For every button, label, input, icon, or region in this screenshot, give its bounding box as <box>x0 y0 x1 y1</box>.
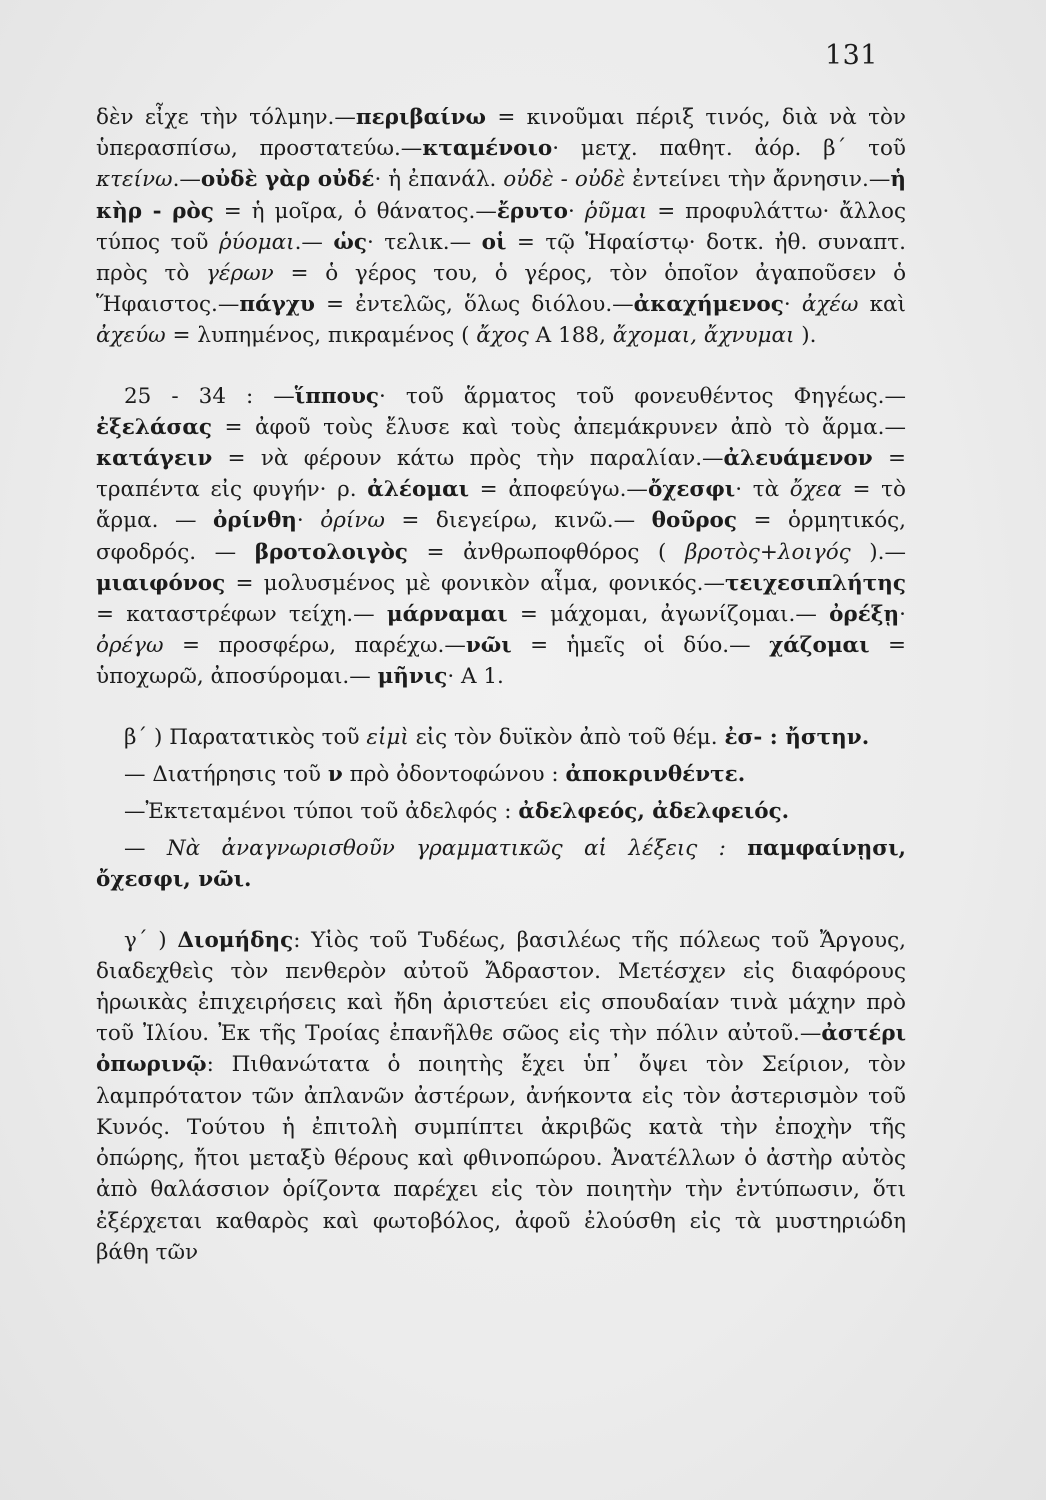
bold-term: ἐσ- : ἤστην. <box>724 724 870 750</box>
italic-term: ὄχεα <box>789 477 842 503</box>
italic-term: ἄχομαι, ἄχνυμαι <box>612 323 795 349</box>
page-number: 131 <box>824 40 878 71</box>
text-run: γ΄ ) <box>124 927 178 953</box>
text-run: : Υἱὸς τοῦ Τυδέως, βασιλέως τῆς πόλεως τοῦ Ἄργους, διαδεχθεὶς τὸν πενθερὸν αὐτοῦ Ἄδραστον. Μετέσχεν εἰς διαφόρους ἡρωικὰς ἐπιχειρήσεις καὶ ἤδη ἀριστεύει εἰς σπουδαίαν τινὰ μάχην πρὸ τοῦ Ἰλίου. Ἐκ τῆς Τροίας ἐπανῆλθε σῶος εἰς τὴν πόλιν αὐτοῦ.— <box>96 927 907 1047</box>
bold-term: ἡ κὴρ - ρὸς <box>96 167 906 224</box>
italic-term: ῥύομαι <box>218 229 295 255</box>
text-run: = ἀνθρωποφθόρος ( <box>407 539 685 565</box>
text-run: = ὑποχωρῶ, ἀποσύρομαι.— <box>96 633 906 690</box>
text-run: · ἡ ἐπανάλ. <box>374 167 504 193</box>
italic-term: βροτὸς+λοιγός <box>684 539 851 565</box>
text-run: : Πιθανώτατα ὁ ποιητὴς ἔχει ὑπ᾽ ὄψει τὸν Σείριον, τὸν λαμπρότατον τῶν ἀπλανῶν ἀστέρων, ἀνήκοντα εἰς τὸν ἀστερισμὸν τοῦ Κυνός. Τούτου ἡ ἐπιτολὴ συμπίπτει ἀκριβῶς κατὰ τὴν ἐποχὴν τῆς ὀπώρης, ἤτοι μεταξὺ θέρους καὶ φθινοπώρου. Ἀνατέλλων ὁ ἀστὴρ αὐτὸς ἀπὸ θαλάσσιον ὁρίζοντα παρέχει εἰς τὸν ποιητὴν τὴν ἐντύπωσιν, ὅτι ἐξέρχεται καθαρὸς καὶ φωτοβόλος, ἀφοῦ ἐλούσθη εἰς τὰ μυστηριώδη βάθη τῶν <box>96 1052 906 1265</box>
text-run: —Ἐκτεταμένοι τύποι τοῦ ἀδελφός : <box>124 799 519 825</box>
text-run: = διεγείρω, κινῶ.— <box>384 508 652 534</box>
bold-term: μῆνις <box>377 664 448 690</box>
text-run: = ἡμεῖς οἱ δύο.— <box>511 633 770 659</box>
text-run: = ἀποφεύγω.— <box>469 477 648 503</box>
text-run: β΄ ) Παρατατικὸς τοῦ <box>124 724 367 750</box>
italic-term: ὀρίνω <box>320 508 385 534</box>
bold-term: ἀλέομαι <box>367 477 470 503</box>
text-run: — <box>124 836 167 862</box>
text-run: .— <box>294 229 334 255</box>
text-run: = ἐντελῶς, ὅλως διόλου.— <box>314 292 634 318</box>
text-run: · <box>899 602 906 628</box>
text-run: = ὁρμητικός, σφοδρός. — <box>96 508 907 565</box>
bold-term: μιαιφόνος <box>96 570 226 596</box>
text-run: · <box>567 198 585 224</box>
text-run: — Διατήρησις τοῦ <box>124 761 328 787</box>
text-run: = τὸ ἅρμα. — <box>96 477 906 534</box>
text-run <box>726 836 747 861</box>
bold-term: ἀποκρινθέντε. <box>565 761 746 787</box>
text-run: · <box>783 292 802 318</box>
text-run: εἰς τὸν δυϊκὸν ἀπὸ τοῦ θέμ. <box>408 724 725 750</box>
bold-term: Διομήδης <box>177 927 294 953</box>
text-run: = μάχομαι, ἀγωνίζομαι.— <box>507 602 830 628</box>
bold-term: κταμένοιο <box>422 136 553 162</box>
section-beta <box>96 722 906 896</box>
bold-term: ἀδελφεός, ἀδελφειός. <box>518 799 790 825</box>
bold-term: μάρναμαι <box>386 602 508 628</box>
text-run: · <box>296 508 321 534</box>
bold-term: πάγχυ <box>239 292 315 318</box>
bold-term: νῶι <box>465 633 512 659</box>
bold-term: ὡς <box>333 229 367 255</box>
bold-term: θοῦρος <box>651 508 737 534</box>
text-run: · Α 1. <box>447 664 504 690</box>
text-run: ἐντείνει τὴν ἄρνησιν.— <box>625 167 891 193</box>
bold-term: ἀλευάμενον <box>723 446 873 472</box>
beta-line-3 <box>96 796 906 827</box>
text-run: = κινοῦμαι πέριξ τινός, διὰ νὰ τὸν ὑπερασπίσω, προστατεύω.— <box>96 105 906 162</box>
bold-term: παμφαίνῃσι, ὄχεσφι, νῶι. <box>96 836 907 893</box>
italic-term: ῥῦμαι <box>584 198 648 224</box>
bold-term: ὀρίνθη <box>212 508 297 534</box>
bold-term: ὄχεσφι <box>647 477 736 503</box>
text-run: = προφυλάττω· ἄλλος τύπος τοῦ <box>96 198 906 255</box>
text-run: = ὁ γέρος του, ὁ γέρος, τὸν ὁποῖον ἀγαποῦσεν ὁ Ἥφαιστος.— <box>96 261 907 318</box>
bold-term: ν <box>327 761 343 787</box>
bold-term: οὐδὲ γὰρ οὐδέ <box>200 167 375 193</box>
text-run: = καταστρέφων τείχη.— <box>96 602 387 628</box>
bold-term: τειχεσιπλήτης <box>724 570 906 596</box>
section-gamma <box>96 925 906 1268</box>
italic-term: ἄχος <box>476 323 529 349</box>
beta-line-2 <box>96 759 906 790</box>
text-run: = μολυσμένος μὲ φονικὸν αἷμα, φονικός.— <box>225 570 725 596</box>
italic-term: ἀχεύω <box>96 323 166 349</box>
bold-term: ἔρυτο <box>496 198 568 224</box>
italic-term: ἀχέω <box>801 292 859 318</box>
text-run: · τὰ <box>735 477 790 503</box>
bold-term: κατάγειν <box>96 446 213 472</box>
text-run: Α 188, <box>528 323 613 349</box>
text-run: = ἀφοῦ τοὺς ἔλυσε καὶ τοὺς ἀπεμάκρυνεν ἀπὸ τὸ ἅρμα.— <box>211 414 906 440</box>
bold-term: ἀκαχήμενος <box>633 292 784 318</box>
bold-term: ἵππους <box>294 383 380 409</box>
text-run: = ἡ μοῖρα, ὁ θάνατος.— <box>213 198 497 224</box>
paragraph-glossary-2 <box>96 381 906 693</box>
italic-term: γέρων <box>206 261 274 287</box>
text-run: · τοῦ ἅρματος τοῦ φονευθέντος Φηγέως.— <box>379 383 906 409</box>
italic-term: οὐδὲ - οὐδὲ <box>503 167 626 193</box>
text-run: .— <box>172 167 201 193</box>
text-run: δὲν εἶχε τὴν τόλμην.— <box>96 105 356 130</box>
bold-term: χάζομαι <box>769 633 870 659</box>
text-run: = τραπέντα εἰς φυγήν· ρ. <box>96 446 906 503</box>
text-run: ).— <box>850 539 906 565</box>
text-run: = λυπημένος, πικραμένος ( <box>165 323 477 349</box>
text-run: = τῷ Ἡφαίστῳ· δοτκ. ἠθ. συναπτ. πρὸς τὸ <box>96 229 906 287</box>
paragraph-glossary-1 <box>96 102 906 352</box>
italic-term: Νὰ ἀναγνωρισθοῦν γραμματικῶς αἱ λέξεις : <box>166 836 726 862</box>
italic-term: κτείνω <box>96 167 173 193</box>
bold-term: βροτολοιγὸς <box>254 539 408 565</box>
beta-line-1 <box>96 722 906 753</box>
bold-term: περιβαίνω <box>355 105 486 130</box>
text-run: 25 - 34 : — <box>124 383 295 409</box>
text-run: καὶ <box>858 292 906 318</box>
text-run: = προσφέρω, παρέχω.— <box>163 633 466 659</box>
bold-term: οἱ <box>481 229 507 255</box>
commentary-text <box>96 102 906 1268</box>
text-run: = νὰ φέρουν κάτω πρὸς τὴν παραλίαν.— <box>212 446 724 472</box>
text-run: · τελικ.— <box>366 229 482 255</box>
bold-term: ἀστέρι ὀπωρινῷ <box>96 1021 906 1078</box>
text-run: · μετχ. παθητ. ἀόρ. β΄ τοῦ <box>552 136 906 162</box>
italic-term: ὀρέγω <box>96 633 164 659</box>
text-run: ). <box>794 323 817 349</box>
text-run: πρὸ ὀδοντοφώνου : <box>342 761 566 787</box>
bold-term: ὀρέξῃ <box>829 602 900 628</box>
bold-term: ἐξελάσας <box>96 414 212 440</box>
beta-line-4 <box>96 833 906 895</box>
italic-term: εἰμὶ <box>366 724 409 750</box>
